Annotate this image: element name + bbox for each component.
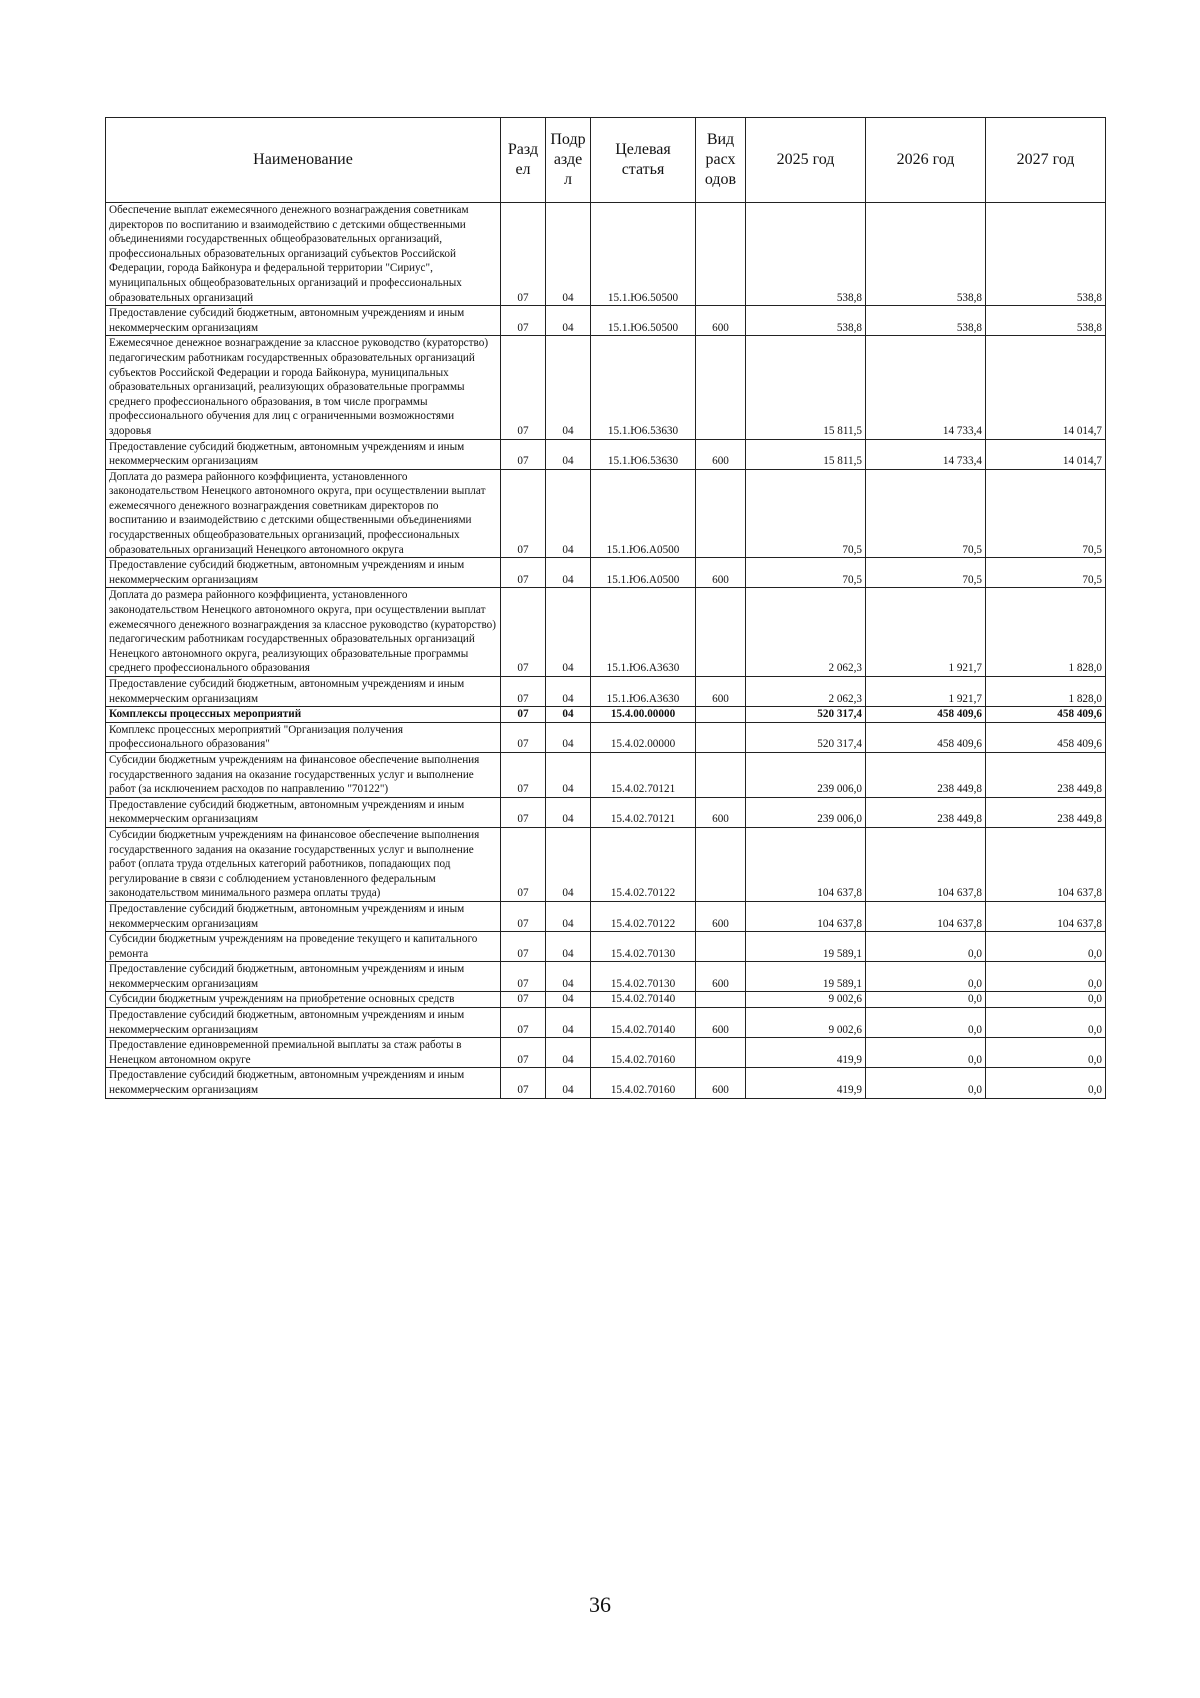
table-row — [106, 203, 1106, 306]
cell-type: 600 — [696, 306, 746, 336]
cell-name: Обеспечение выплат ежемесячного денежного вознаграждения советникам директоров по воспитанию и взаимодействию с детскими общественными объединениями государственных общеобразовательных организаций, профессиональных образовательных организаций субъектов Российской Федерации, города Байконура и федеральной территории "Сириус", муниципальных общеобразовательных организаций и профессиональных образовательных организаций — [106, 203, 501, 306]
cell-section: 07 — [501, 992, 546, 1008]
cell-2027: 0,0 — [986, 1068, 1106, 1098]
cell-type: 600 — [696, 1068, 746, 1098]
cell-section: 07 — [501, 901, 546, 931]
cell-name: Доплата до размера районного коэффициента, установленного законодательством Ненецкого автономного округа, при осуществлении выплат ежемесячного денежного вознаграждения советникам директоров по воспитанию и взаимодействию с детскими общественными объединениями государственных общеобразовательных организаций, профессиональных образовательных организаций Ненецкого автономного округа — [106, 469, 501, 558]
cell-2025: 15 811,5 — [746, 336, 866, 439]
cell-2026: 458 409,6 — [866, 722, 986, 752]
cell-name: Субсидии бюджетным учреждениям на финансовое обеспечение выполнения государственного задания на оказание государственных услуг и выполнение работ (оплата труда отдельных категорий работников, попадающих под регулирование в связи с соблюдением установленного федеральным законодательством минимального размера оплаты труда) — [106, 827, 501, 901]
cell-2026: 538,8 — [866, 203, 986, 306]
cell-type — [696, 992, 746, 1008]
cell-section: 07 — [501, 962, 546, 992]
cell-section: 07 — [501, 558, 546, 588]
cell-subsection: 04 — [546, 1068, 591, 1098]
cell-type: 600 — [696, 677, 746, 707]
cell-name: Предоставление субсидий бюджетным, автономным учреждениям и иным некоммерческим организациям — [106, 901, 501, 931]
cell-section: 07 — [501, 588, 546, 677]
cell-type — [696, 469, 746, 558]
cell-2027: 14 014,7 — [986, 439, 1106, 469]
cell-subsection: 04 — [546, 827, 591, 901]
cell-subsection: 04 — [546, 992, 591, 1008]
cell-2025: 538,8 — [746, 306, 866, 336]
cell-subsection: 04 — [546, 1008, 591, 1038]
cell-section: 07 — [501, 797, 546, 827]
header-2026: 2026 год — [866, 118, 986, 203]
cell-2026: 538,8 — [866, 306, 986, 336]
cell-target: 15.1.Ю6.А3630 — [591, 588, 696, 677]
cell-name: Предоставление субсидий бюджетным, автономным учреждениям и иным некоммерческим организациям — [106, 1008, 501, 1038]
cell-2026: 0,0 — [866, 992, 986, 1008]
cell-type — [696, 932, 746, 962]
cell-target: 15.4.02.00000 — [591, 722, 696, 752]
cell-section: 07 — [501, 469, 546, 558]
table-row — [106, 707, 1106, 723]
cell-target: 15.4.02.70140 — [591, 1008, 696, 1038]
cell-2026: 0,0 — [866, 1038, 986, 1068]
cell-2026: 104 637,8 — [866, 827, 986, 901]
table-row — [106, 558, 1106, 588]
cell-2025: 70,5 — [746, 558, 866, 588]
table-row — [106, 588, 1106, 677]
cell-type — [696, 722, 746, 752]
cell-target: 15.1.Ю6.А0500 — [591, 558, 696, 588]
cell-name: Предоставление субсидий бюджетным, автономным учреждениям и иным некоммерческим организациям — [106, 962, 501, 992]
cell-2025: 419,9 — [746, 1068, 866, 1098]
header-target: Целевая статья — [591, 118, 696, 203]
cell-target: 15.4.02.70160 — [591, 1038, 696, 1068]
cell-2025: 2 062,3 — [746, 677, 866, 707]
cell-name: Предоставление субсидий бюджетным, автономным учреждениям и иным некоммерческим организациям — [106, 306, 501, 336]
cell-subsection: 04 — [546, 1038, 591, 1068]
header-type: Вид расх одов — [696, 118, 746, 203]
cell-name: Предоставление субсидий бюджетным, автономным учреждениям и иным некоммерческим организациям — [106, 439, 501, 469]
cell-section: 07 — [501, 707, 546, 723]
cell-2026: 1 921,7 — [866, 588, 986, 677]
cell-2026: 0,0 — [866, 962, 986, 992]
cell-section: 07 — [501, 306, 546, 336]
table-row — [106, 992, 1106, 1008]
cell-subsection: 04 — [546, 677, 591, 707]
cell-type: 600 — [696, 1008, 746, 1038]
cell-section: 07 — [501, 203, 546, 306]
cell-2026: 14 733,4 — [866, 439, 986, 469]
table-body — [106, 203, 1106, 1099]
cell-subsection: 04 — [546, 797, 591, 827]
table-row — [106, 901, 1106, 931]
cell-target: 15.4.02.70160 — [591, 1068, 696, 1098]
cell-type — [696, 336, 746, 439]
cell-2026: 238 449,8 — [866, 752, 986, 797]
cell-target: 15.1.Ю6.50500 — [591, 306, 696, 336]
cell-2027: 458 409,6 — [986, 722, 1106, 752]
table-row — [106, 1038, 1106, 1068]
cell-target: 15.1.Ю6.50500 — [591, 203, 696, 306]
cell-type — [696, 752, 746, 797]
budget-table — [105, 117, 1106, 1099]
cell-target: 15.4.00.00000 — [591, 707, 696, 723]
cell-2027: 0,0 — [986, 962, 1106, 992]
cell-2027: 14 014,7 — [986, 336, 1106, 439]
cell-target: 15.4.02.70130 — [591, 962, 696, 992]
cell-subsection: 04 — [546, 439, 591, 469]
cell-subsection: 04 — [546, 306, 591, 336]
cell-type: 600 — [696, 901, 746, 931]
table-row — [106, 722, 1106, 752]
cell-2025: 104 637,8 — [746, 901, 866, 931]
cell-target: 15.4.02.70121 — [591, 797, 696, 827]
cell-target: 15.1.Ю6.53630 — [591, 336, 696, 439]
page-number: 36 — [589, 1592, 611, 1617]
cell-type: 600 — [696, 439, 746, 469]
cell-name: Субсидии бюджетным учреждениям на проведение текущего и капитального ремонта — [106, 932, 501, 962]
table-header-row — [106, 118, 1106, 203]
cell-2025: 70,5 — [746, 469, 866, 558]
cell-2027: 0,0 — [986, 1008, 1106, 1038]
table-row — [106, 1008, 1106, 1038]
cell-subsection: 04 — [546, 752, 591, 797]
cell-name: Доплата до размера районного коэффициента, установленного законодательством Ненецкого автономного округа, при осуществлении выплат ежемесячного денежного вознаграждения за классное руководство (кураторство) педагогическим работникам государственных образовательных организаций Ненецкого автономного округа, реализующих образовательные программы среднего профессионального образования — [106, 588, 501, 677]
cell-subsection: 04 — [546, 558, 591, 588]
cell-2025: 520 317,4 — [746, 707, 866, 723]
cell-2027: 0,0 — [986, 1038, 1106, 1068]
cell-name: Предоставление субсидий бюджетным, автономным учреждениям и иным некоммерческим организациям — [106, 558, 501, 588]
cell-type: 600 — [696, 962, 746, 992]
cell-2025: 104 637,8 — [746, 827, 866, 901]
cell-2027: 1 828,0 — [986, 588, 1106, 677]
cell-name: Субсидии бюджетным учреждениям на финансовое обеспечение выполнения государственного задания на оказание государственных услуг и выполнение работ (за исключением расходов по направлению "70122") — [106, 752, 501, 797]
cell-2027: 104 637,8 — [986, 901, 1106, 931]
table-row — [106, 752, 1106, 797]
table-row — [106, 932, 1106, 962]
cell-subsection: 04 — [546, 469, 591, 558]
cell-target: 15.4.02.70121 — [591, 752, 696, 797]
cell-name: Субсидии бюджетным учреждениям на приобретение основных средств — [106, 992, 501, 1008]
cell-2025: 9 002,6 — [746, 1008, 866, 1038]
cell-2025: 239 006,0 — [746, 797, 866, 827]
table-row — [106, 797, 1106, 827]
cell-type: 600 — [696, 558, 746, 588]
cell-section: 07 — [501, 827, 546, 901]
cell-2026: 14 733,4 — [866, 336, 986, 439]
cell-2026: 104 637,8 — [866, 901, 986, 931]
cell-section: 07 — [501, 932, 546, 962]
cell-section: 07 — [501, 1038, 546, 1068]
cell-2026: 70,5 — [866, 469, 986, 558]
cell-section: 07 — [501, 439, 546, 469]
table-row — [106, 306, 1106, 336]
cell-target: 15.4.02.70122 — [591, 827, 696, 901]
cell-2027: 0,0 — [986, 932, 1106, 962]
table-row — [106, 827, 1106, 901]
cell-2025: 239 006,0 — [746, 752, 866, 797]
cell-name: Предоставление субсидий бюджетным, автономным учреждениям и иным некоммерческим организациям — [106, 1068, 501, 1098]
header-subsection: Подр азде л — [546, 118, 591, 203]
cell-2025: 19 589,1 — [746, 962, 866, 992]
cell-section: 07 — [501, 752, 546, 797]
cell-target: 15.1.Ю6.А0500 — [591, 469, 696, 558]
cell-name: Ежемесячное денежное вознаграждение за классное руководство (кураторство) педагогическим работникам государственных образовательных организаций субъектов Российской Федерации и города Байконура, муниципальных образовательных организаций, реализующих образовательные программы среднего профессионального образования, в том числе программы профессионального обучения для лиц с ограниченными возможностями здоровья — [106, 336, 501, 439]
cell-subsection: 04 — [546, 707, 591, 723]
header-2025: 2025 год — [746, 118, 866, 203]
header-2027: 2027 год — [986, 118, 1106, 203]
cell-2027: 538,8 — [986, 306, 1106, 336]
cell-section: 07 — [501, 336, 546, 439]
cell-name: Комплексы процессных мероприятий — [106, 707, 501, 723]
cell-2027: 538,8 — [986, 203, 1106, 306]
table-row — [106, 469, 1106, 558]
cell-target: 15.1.Ю6.А3630 — [591, 677, 696, 707]
cell-section: 07 — [501, 1008, 546, 1038]
cell-2025: 19 589,1 — [746, 932, 866, 962]
cell-type — [696, 1038, 746, 1068]
cell-2025: 419,9 — [746, 1038, 866, 1068]
cell-target: 15.4.02.70140 — [591, 992, 696, 1008]
table-row — [106, 439, 1106, 469]
cell-2027: 70,5 — [986, 558, 1106, 588]
cell-subsection: 04 — [546, 722, 591, 752]
cell-2026: 0,0 — [866, 932, 986, 962]
cell-2025: 2 062,3 — [746, 588, 866, 677]
cell-2027: 238 449,8 — [986, 797, 1106, 827]
cell-subsection: 04 — [546, 588, 591, 677]
header-name: Наименование — [106, 118, 501, 203]
cell-target: 15.4.02.70122 — [591, 901, 696, 931]
cell-2025: 15 811,5 — [746, 439, 866, 469]
table-row — [106, 677, 1106, 707]
cell-subsection: 04 — [546, 901, 591, 931]
cell-2026: 70,5 — [866, 558, 986, 588]
cell-subsection: 04 — [546, 962, 591, 992]
cell-subsection: 04 — [546, 203, 591, 306]
cell-2026: 1 921,7 — [866, 677, 986, 707]
cell-type — [696, 827, 746, 901]
cell-2027: 104 637,8 — [986, 827, 1106, 901]
cell-2027: 1 828,0 — [986, 677, 1106, 707]
cell-section: 07 — [501, 677, 546, 707]
cell-2026: 0,0 — [866, 1068, 986, 1098]
cell-type — [696, 707, 746, 723]
table-row — [106, 962, 1106, 992]
cell-target: 15.4.02.70130 — [591, 932, 696, 962]
cell-2027: 458 409,6 — [986, 707, 1106, 723]
cell-2025: 538,8 — [746, 203, 866, 306]
cell-name: Предоставление субсидий бюджетным, автономным учреждениям и иным некоммерческим организациям — [106, 797, 501, 827]
cell-2027: 0,0 — [986, 992, 1106, 1008]
cell-subsection: 04 — [546, 336, 591, 439]
cell-subsection: 04 — [546, 932, 591, 962]
cell-2026: 0,0 — [866, 1008, 986, 1038]
cell-section: 07 — [501, 722, 546, 752]
cell-2027: 238 449,8 — [986, 752, 1106, 797]
cell-section: 07 — [501, 1068, 546, 1098]
header-section: Разд ел — [501, 118, 546, 203]
cell-target: 15.1.Ю6.53630 — [591, 439, 696, 469]
cell-name: Предоставление единовременной премиальной выплаты за стаж работы в Ненецком автономном округе — [106, 1038, 501, 1068]
cell-name: Предоставление субсидий бюджетным, автономным учреждениям и иным некоммерческим организациям — [106, 677, 501, 707]
cell-2025: 9 002,6 — [746, 992, 866, 1008]
cell-2027: 70,5 — [986, 469, 1106, 558]
table-row — [106, 1068, 1106, 1098]
table-row — [106, 336, 1106, 439]
cell-2026: 458 409,6 — [866, 707, 986, 723]
cell-2025: 520 317,4 — [746, 722, 866, 752]
cell-name: Комплекс процессных мероприятий "Организация получения профессионального образования" — [106, 722, 501, 752]
cell-type — [696, 203, 746, 306]
cell-2026: 238 449,8 — [866, 797, 986, 827]
cell-type — [696, 588, 746, 677]
cell-type: 600 — [696, 797, 746, 827]
